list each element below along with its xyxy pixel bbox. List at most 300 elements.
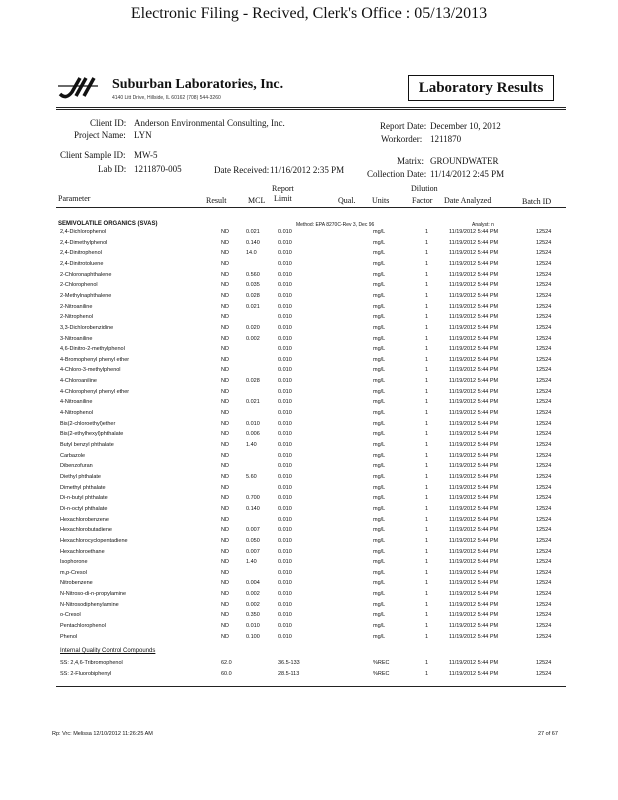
cell-param: 2-Nitrophenol <box>60 314 94 321</box>
cell-rl: 0.010 <box>278 239 292 246</box>
col-mcl: MCL <box>248 196 266 205</box>
cell-batch: 12524 <box>536 495 552 502</box>
cell-param: N-Nitrosodiphenylamine <box>60 601 119 608</box>
cell-date: 11/19/2012 5:44 PM <box>449 548 499 555</box>
table-row <box>0 515 618 526</box>
cell-mcl: 0.007 <box>246 527 260 534</box>
cell-param: 3-Nitroaniline <box>60 335 93 342</box>
cell-result: ND <box>221 378 229 385</box>
report-date-label: Report Date: <box>380 121 427 131</box>
cell-mcl: 0.002 <box>246 601 260 608</box>
cell-rl: 0.010 <box>278 303 292 310</box>
cell-date: 11/19/2012 5:44 PM <box>449 591 499 598</box>
cell-units: mg/L <box>373 601 386 608</box>
table-row <box>0 440 618 451</box>
cell-mcl: 0.021 <box>246 399 260 406</box>
cell-mcl: 0.560 <box>246 271 260 278</box>
cell-units: mg/L <box>373 388 386 395</box>
table-row <box>0 323 618 334</box>
cell-rl: 0.010 <box>278 250 292 257</box>
cell-param: Diethyl phthalate <box>60 473 101 480</box>
cell-units: mg/L <box>373 527 386 534</box>
cell-date: 11/19/2012 5:44 PM <box>449 356 499 363</box>
cell-df: 1 <box>425 671 429 677</box>
cell-date: 11/19/2012 5:44 PM <box>449 527 499 534</box>
cell-df: 1 <box>425 229 429 235</box>
table-row <box>0 291 618 302</box>
report-footer-left: Rp: Vrc: Melissa 12/10/2012 11:26:25 AM <box>52 731 153 737</box>
cell-mcl: 0.002 <box>246 335 260 342</box>
cell-param: Hexachlorobutadiene <box>60 527 112 534</box>
cell-batch: 12524 <box>536 612 552 619</box>
table-row <box>0 632 618 643</box>
cell-rl: 0.010 <box>278 324 292 331</box>
cell-batch: 12524 <box>536 271 552 278</box>
table-row <box>0 302 618 313</box>
cell-df: 1 <box>425 282 429 289</box>
table-row <box>0 493 618 504</box>
cell-param: 4-Chlorophenyl phenyl ether <box>60 388 130 395</box>
cell-batch: 12524 <box>536 346 552 353</box>
cell-batch: 12524 <box>536 537 552 544</box>
cell-units: mg/L <box>373 271 386 278</box>
cell-mcl: 0.021 <box>246 229 260 235</box>
cell-rl: 0.010 <box>278 271 292 278</box>
cell-result: ND <box>221 484 229 491</box>
cell-batch: 12524 <box>536 420 552 427</box>
col-date-analyzed: Date Analyzed <box>444 196 492 205</box>
cell-batch: 12524 <box>536 442 552 448</box>
cell-rl: 36.5-133 <box>278 660 300 666</box>
cell-mcl: 0.700 <box>246 495 260 502</box>
cell-mcl: 0.100 <box>246 633 260 640</box>
col-report-top: Report <box>272 184 294 193</box>
cell-units: mg/L <box>373 623 386 630</box>
table-row <box>0 259 618 270</box>
cell-mcl: 0.028 <box>246 378 260 385</box>
cell-units: mg/L <box>373 229 386 235</box>
cell-units: mg/L <box>373 580 386 587</box>
cell-mcl: 0.050 <box>246 537 260 544</box>
matrix-value: GROUNDWATER <box>430 156 499 166</box>
cell-result: ND <box>221 282 229 289</box>
cell-param: 4-Chloroaniline <box>60 378 97 385</box>
cell-df: 1 <box>425 260 429 267</box>
cell-rl: 0.010 <box>278 420 292 427</box>
cell-units: mg/L <box>373 452 386 459</box>
cell-param: Hexachloroethane <box>60 548 105 555</box>
cell-batch: 12524 <box>536 410 552 417</box>
cell-batch: 12524 <box>536 378 552 385</box>
cell-rl: 0.010 <box>278 399 292 406</box>
cell-batch: 12524 <box>536 388 552 395</box>
cell-batch: 12524 <box>536 239 552 246</box>
cell-batch: 12524 <box>536 335 552 342</box>
cell-rl: 0.010 <box>278 591 292 598</box>
cell-df: 1 <box>425 623 429 630</box>
workorder-label: Workorder: <box>381 134 423 144</box>
cell-rl: 0.010 <box>278 367 292 374</box>
cell-rl: 0.010 <box>278 335 292 342</box>
col-qual: Qual. <box>338 196 356 205</box>
table-row <box>0 557 618 568</box>
cell-batch: 12524 <box>536 601 552 608</box>
cell-df: 1 <box>425 537 429 544</box>
cell-df: 1 <box>425 367 429 374</box>
cell-units: mg/L <box>373 548 386 555</box>
cell-df: 1 <box>425 463 429 470</box>
table-row <box>0 387 618 398</box>
cell-df: 1 <box>425 250 429 257</box>
cell-batch: 12524 <box>536 484 552 491</box>
table-row <box>0 504 618 515</box>
table-row <box>0 610 618 621</box>
cell-rl: 0.010 <box>278 452 292 459</box>
cell-result: ND <box>221 442 229 448</box>
table-row <box>0 365 618 376</box>
cell-result: ND <box>221 559 229 566</box>
cell-result: ND <box>221 229 229 235</box>
cell-units: mg/L <box>373 367 386 374</box>
cell-param: 2,4-Dichlorophenol <box>60 229 107 235</box>
cell-date: 11/19/2012 5:44 PM <box>449 303 499 310</box>
cell-rl: 0.010 <box>278 559 292 566</box>
cell-mcl: 0.002 <box>246 591 260 598</box>
cell-batch: 12524 <box>536 569 552 576</box>
cell-rl: 0.010 <box>278 484 292 491</box>
col-result: Result <box>206 196 227 205</box>
cell-result: ND <box>221 473 229 480</box>
cell-df: 1 <box>425 495 429 502</box>
cell-units: mg/L <box>373 324 386 331</box>
cell-result: ND <box>221 623 229 630</box>
cell-mcl: 1.40 <box>246 559 257 566</box>
table-row <box>0 355 618 366</box>
cell-result: ND <box>221 591 229 598</box>
cell-units: mg/L <box>373 356 386 363</box>
cell-df: 1 <box>425 452 429 459</box>
cell-param: Bis(2-ethylhexyl)phthalate <box>60 431 124 438</box>
cell-param: Dimethyl phthalate <box>60 484 106 491</box>
table-row <box>0 589 618 600</box>
cell-param: 2-Chlorophenol <box>60 282 98 289</box>
cell-rl: 0.010 <box>278 229 292 235</box>
cell-date: 11/19/2012 5:44 PM <box>449 250 499 257</box>
cell-param: 4,6-Dinitro-2-methylphenol <box>60 346 125 353</box>
cell-batch: 12524 <box>536 367 552 374</box>
cell-result: ND <box>221 569 229 576</box>
iqc-title: Internal Quality Control Compounds <box>60 648 156 654</box>
header-rule <box>56 109 566 110</box>
cell-batch: 12524 <box>536 292 552 299</box>
cell-param: Bis(2-chloroethyl)ether <box>60 420 116 427</box>
cell-result: ND <box>221 601 229 608</box>
table-row <box>0 408 618 419</box>
project-name-value: LYN <box>134 130 152 140</box>
cell-date: 11/19/2012 5:44 PM <box>449 324 499 331</box>
cell-units: mg/L <box>373 463 386 470</box>
cell-rl: 0.010 <box>278 314 292 321</box>
cell-date: 11/19/2012 5:44 PM <box>449 229 499 235</box>
cell-mcl: 0.028 <box>246 292 260 299</box>
suburban-logo-icon <box>58 74 98 102</box>
col-batch-id: Batch ID <box>522 197 552 206</box>
cell-df: 1 <box>425 601 429 608</box>
table-row <box>0 429 618 440</box>
column-header-rule <box>56 207 566 208</box>
cell-mcl: 0.010 <box>246 420 260 427</box>
cell-df: 1 <box>425 356 429 363</box>
cell-result: ND <box>221 516 229 523</box>
cell-date: 11/19/2012 5:44 PM <box>449 623 499 630</box>
cell-param: SS: 2,4,6-Tribromophenol <box>60 660 123 666</box>
cell-units: mg/L <box>373 484 386 491</box>
cell-param: m,p-Cresol <box>60 569 87 576</box>
date-received-label: Date Received: <box>214 165 270 175</box>
collection-date-label: Collection Date: <box>367 169 427 179</box>
cell-param: Phenol <box>60 633 78 640</box>
cell-date: 11/19/2012 5:44 PM <box>449 580 499 587</box>
cell-param: 4-Chloro-3-methylphenol <box>60 367 121 374</box>
cell-param: 3,3-Dichlorobenzidine <box>60 324 114 331</box>
cell-rl: 0.010 <box>278 527 292 534</box>
cell-date: 11/19/2012 5:44 PM <box>449 633 499 640</box>
cell-date: 11/19/2012 5:44 PM <box>449 420 499 427</box>
cell-param: Di-n-octyl phthalate <box>60 505 108 512</box>
cell-batch: 12524 <box>536 516 552 523</box>
cell-units: mg/L <box>373 420 386 427</box>
project-name-label: Project Name: <box>74 130 126 140</box>
cell-param: o-Cresol <box>60 612 81 619</box>
cell-units: mg/L <box>373 260 386 267</box>
table-row <box>0 547 618 558</box>
cell-date: 11/19/2012 5:44 PM <box>449 516 499 523</box>
cell-date: 11/19/2012 5:44 PM <box>449 601 499 608</box>
cell-batch: 12524 <box>536 431 552 438</box>
cell-param: Pentachlorophenol <box>60 623 106 630</box>
cell-df: 1 <box>425 420 429 427</box>
cell-mcl: 0.021 <box>246 303 260 310</box>
table-row <box>0 227 618 238</box>
cell-mcl: 14.0 <box>246 250 257 257</box>
cell-mcl: 5.60 <box>246 473 257 480</box>
sample-id-value: MW-5 <box>134 150 158 160</box>
cell-result: ND <box>221 250 229 257</box>
cell-batch: 12524 <box>536 527 552 534</box>
cell-batch: 12524 <box>536 548 552 555</box>
cell-result: ND <box>221 633 229 640</box>
cell-batch: 12524 <box>536 282 552 289</box>
cell-rl: 0.010 <box>278 548 292 555</box>
table-row <box>0 621 618 632</box>
cell-result: 62.0 <box>221 660 232 666</box>
cell-date: 11/19/2012 5:44 PM <box>449 559 499 566</box>
cell-batch: 12524 <box>536 356 552 363</box>
cell-batch: 12524 <box>536 324 552 331</box>
cell-mcl: 0.020 <box>246 324 260 331</box>
cell-rl: 0.010 <box>278 601 292 608</box>
cell-rl: 0.010 <box>278 569 292 576</box>
table-row <box>0 669 618 680</box>
cell-mcl: 0.007 <box>246 548 260 555</box>
cell-param: Hexachlorobenzene <box>60 516 109 523</box>
cell-rl: 0.010 <box>278 282 292 289</box>
cell-rl: 0.010 <box>278 623 292 630</box>
cell-mcl: 0.010 <box>246 623 260 630</box>
cell-result: ND <box>221 580 229 587</box>
cell-rl: 0.010 <box>278 633 292 640</box>
cell-result: ND <box>221 335 229 342</box>
cell-df: 1 <box>425 271 429 278</box>
cell-rl: 0.010 <box>278 473 292 480</box>
cell-batch: 12524 <box>536 623 552 630</box>
cell-param: Carbazole <box>60 452 86 459</box>
table-row <box>0 248 618 259</box>
table-row <box>0 568 618 579</box>
cell-param: 2-Nitroaniline <box>60 303 93 310</box>
cell-date: 11/19/2012 5:44 PM <box>449 612 499 619</box>
cell-df: 1 <box>425 324 429 331</box>
cell-date: 11/19/2012 5:44 PM <box>449 399 499 406</box>
cell-df: 1 <box>425 442 429 448</box>
table-row <box>0 376 618 387</box>
cell-rl: 0.010 <box>278 260 292 267</box>
cell-batch: 12524 <box>536 473 552 480</box>
cell-result: ND <box>221 527 229 534</box>
cell-batch: 12524 <box>536 314 552 321</box>
cell-rl: 0.010 <box>278 292 292 299</box>
page-number: 27 of 67 <box>538 731 558 737</box>
cell-units: mg/L <box>373 537 386 544</box>
table-row <box>0 483 618 494</box>
cell-date: 11/19/2012 5:44 PM <box>449 271 499 278</box>
cell-param: Butyl benzyl phthalate <box>60 442 114 448</box>
matrix-label: Matrix: <box>397 156 424 166</box>
cell-batch: 12524 <box>536 559 552 566</box>
table-row <box>0 525 618 536</box>
method-label: Method: EPA 8270C-Rev 3, Dec 96 <box>296 222 375 228</box>
cell-batch: 12524 <box>536 671 552 677</box>
cell-df: 1 <box>425 473 429 480</box>
cell-result: ND <box>221 505 229 512</box>
cell-df: 1 <box>425 505 429 512</box>
cell-df: 1 <box>425 378 429 385</box>
cell-date: 11/19/2012 5:44 PM <box>449 239 499 246</box>
table-row <box>0 578 618 589</box>
cell-df: 1 <box>425 516 429 523</box>
cell-param: 2,4-Dimethylphenol <box>60 239 108 246</box>
cell-batch: 12524 <box>536 303 552 310</box>
cell-date: 11/19/2012 5:44 PM <box>449 671 499 677</box>
document-title: Laboratory Results <box>408 75 554 101</box>
table-row <box>0 280 618 291</box>
table-row <box>0 472 618 483</box>
cell-param: N-Nitroso-di-n-propylamine <box>60 591 127 598</box>
cell-units: mg/L <box>373 516 386 523</box>
cell-units: mg/L <box>373 346 386 353</box>
table-row <box>0 461 618 472</box>
cell-df: 1 <box>425 346 429 353</box>
cell-units: mg/L <box>373 399 386 406</box>
workorder-value: 1211870 <box>430 134 462 144</box>
cell-param: 4-Nitroaniline <box>60 399 93 406</box>
header-rule <box>56 107 566 108</box>
table-row <box>0 658 618 669</box>
cell-result: ND <box>221 292 229 299</box>
cell-rl: 28.5-113 <box>278 671 300 677</box>
cell-param: Nitrobenzene <box>60 580 93 587</box>
cell-df: 1 <box>425 399 429 406</box>
col-dilution-top: Dilution <box>411 184 438 193</box>
table-row <box>0 536 618 547</box>
cell-df: 1 <box>425 484 429 491</box>
cell-param: 2-Methylnaphthalene <box>60 292 112 299</box>
cell-rl: 0.010 <box>278 356 292 363</box>
cell-batch: 12524 <box>536 229 552 235</box>
col-units: Units <box>372 196 390 205</box>
cell-mcl: 1.40 <box>246 442 257 448</box>
cell-batch: 12524 <box>536 260 552 267</box>
col-dilution-bottom: Factor <box>412 196 433 205</box>
cell-date: 11/19/2012 5:44 PM <box>449 292 499 299</box>
cell-units: mg/L <box>373 431 386 438</box>
cell-date: 11/19/2012 5:44 PM <box>449 378 499 385</box>
cell-batch: 12524 <box>536 250 552 257</box>
cell-param: 4-Bromophenyl phenyl ether <box>60 356 130 363</box>
cell-date: 11/19/2012 5:44 PM <box>449 431 499 438</box>
cell-units: mg/L <box>373 335 386 342</box>
cell-units: mg/L <box>373 250 386 257</box>
table-row <box>0 270 618 281</box>
cell-mcl: 0.004 <box>246 580 260 587</box>
cell-df: 1 <box>425 660 429 666</box>
cell-date: 11/19/2012 5:44 PM <box>449 314 499 321</box>
col-parameter: Parameter <box>58 194 91 203</box>
table-bottom-rule <box>56 686 566 687</box>
cell-result: ND <box>221 271 229 278</box>
cell-batch: 12524 <box>536 633 552 640</box>
cell-batch: 12524 <box>536 399 552 406</box>
cell-units: mg/L <box>373 591 386 598</box>
collection-date-value: 11/14/2012 2:45 PM <box>430 169 505 179</box>
cell-units: mg/L <box>373 633 386 640</box>
table-row <box>0 334 618 345</box>
cell-result: ND <box>221 420 229 427</box>
cell-result: ND <box>221 431 229 438</box>
sample-id-label: Client Sample ID: <box>60 150 126 160</box>
cell-rl: 0.010 <box>278 505 292 512</box>
cell-result: ND <box>221 356 229 363</box>
cell-result: ND <box>221 537 229 544</box>
cell-df: 1 <box>425 292 429 299</box>
cell-result: ND <box>221 239 229 246</box>
table-row <box>0 312 618 323</box>
cell-df: 1 <box>425 335 429 342</box>
cell-units: mg/L <box>373 495 386 502</box>
cell-rl: 0.010 <box>278 516 292 523</box>
cell-param: Isophorone <box>60 559 88 566</box>
cell-param: 2,4-Dinitrophenol <box>60 250 102 257</box>
cell-date: 11/19/2012 5:44 PM <box>449 260 499 267</box>
cell-rl: 0.010 <box>278 378 292 385</box>
cell-units: mg/L <box>373 303 386 310</box>
cell-date: 11/19/2012 5:44 PM <box>449 335 499 342</box>
cell-rl: 0.010 <box>278 580 292 587</box>
cell-date: 11/19/2012 5:44 PM <box>449 660 499 666</box>
cell-result: ND <box>221 399 229 406</box>
cell-batch: 12524 <box>536 660 552 666</box>
cell-df: 1 <box>425 388 429 395</box>
